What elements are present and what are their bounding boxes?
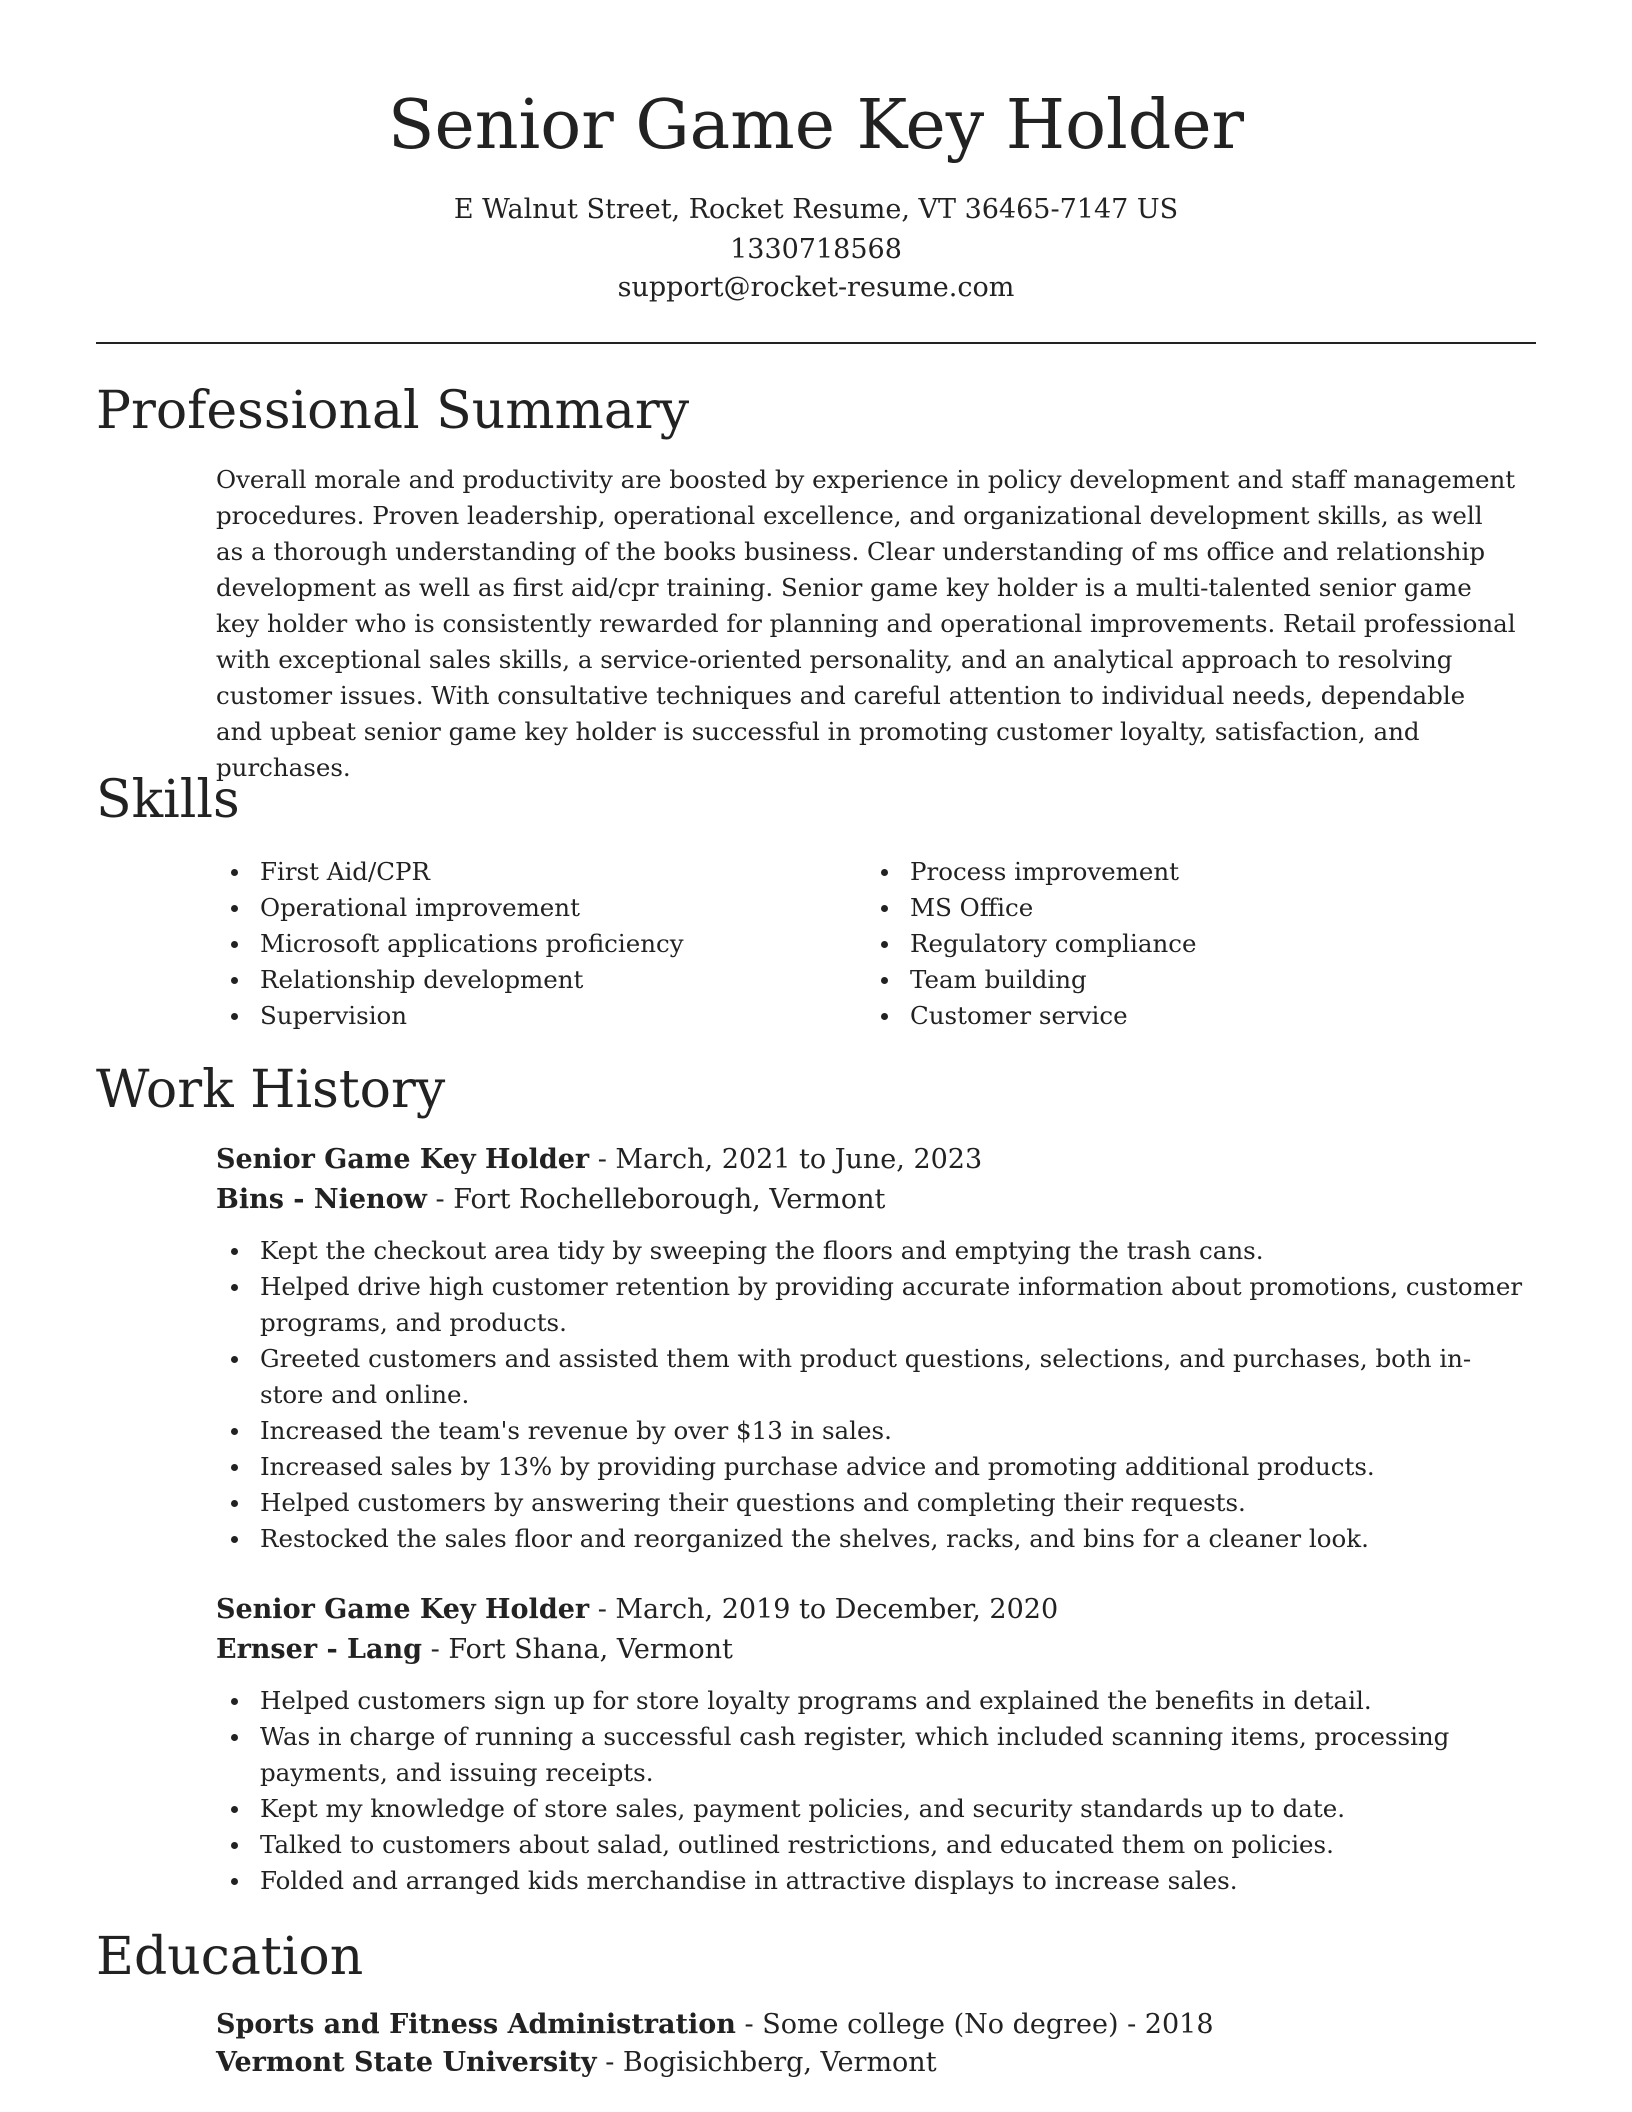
job-duties-list (216, 1683, 1526, 1899)
job-duty: Helped drive high customer retention by providing accurate information about promotions, customer programs, and products. (216, 1269, 1526, 1341)
contact-phone: 1330718568 (730, 234, 902, 265)
education-details: - Some college (No degree) - 2018 (735, 2009, 1214, 2040)
job-dates: - March, 2019 to December, 2020 (589, 1594, 1059, 1625)
education-location: - Bogisichberg, Vermont (596, 2047, 937, 2078)
skill-item: Microsoft applications proficiency (216, 926, 836, 962)
job-duty: Helped customers by answering their questions and completing their requests. (216, 1485, 1526, 1521)
job-company-line (216, 1180, 1516, 1220)
job-company: Bins - Nienow (216, 1184, 427, 1215)
skill-item: Regulatory compliance (866, 926, 1486, 962)
skill-item: Team building (866, 962, 1486, 998)
job-duty: Kept the checkout area tidy by sweeping the floors and emptying the trash cans. (216, 1233, 1526, 1269)
education-heading: Education (96, 1927, 364, 1987)
job-duty: Talked to customers about salad, outlined restrictions, and educated them on policies. (216, 1827, 1526, 1863)
summary-heading: Professional Summary (96, 381, 690, 441)
contact-email: support@rocket-resume.com (617, 272, 1015, 303)
skills-list-left (216, 854, 836, 1034)
job-duty: Kept my knowledge of store sales, payment policies, and security standards up to date. (216, 1791, 1526, 1827)
job-location: - Fort Shana, Vermont (422, 1634, 733, 1665)
job-location: - Fort Rochelleborough, Vermont (426, 1184, 886, 1215)
job-duty: Increased the team's revenue by over $13 in sales. (216, 1413, 1526, 1449)
contact-address: E Walnut Street, Rocket Resume, VT 36465-7147 US (453, 194, 1179, 225)
job-position: Senior Game Key Holder (216, 1594, 590, 1625)
job-position: Senior Game Key Holder (216, 1144, 590, 1175)
skill-item: Process improvement (866, 854, 1486, 890)
job-duty: Greeted customers and assisted them with product questions, selections, and purchases, both in-store and online. (216, 1341, 1526, 1413)
job-duty: Helped customers sign up for store loyalty programs and explained the benefits in detail. (216, 1683, 1526, 1719)
skill-item: Supervision (216, 998, 836, 1034)
header-divider (96, 342, 1536, 344)
skill-item: Relationship development (216, 962, 836, 998)
summary-text: Overall morale and productivity are boosted by experience in policy development and staff management procedures. Proven leadership, operational excellence, and organizational development skills, as well as a thorough understanding of the books business. Clear understanding of ms office and relationship development as well as first aid/cpr training. Senior game key holder is a multi-talented senior game key holder who is consistently rewarded for planning and operational improvements. Retail professional with exceptional sales skills, a service-oriented personality, and an analytical approach to resolving customer issues. With consultative techniques and careful attention to individual needs, dependable and upbeat senior game key holder is successful in promoting customer loyalty, satisfaction, and purchases. (216, 465, 1516, 782)
job-title-line (216, 1140, 1516, 1180)
skill-item: Customer service (866, 998, 1486, 1034)
job-company-line (216, 1630, 1516, 1670)
education-school: Vermont State University (216, 2047, 597, 2078)
education-degree-line (216, 2005, 1516, 2045)
skill-item: First Aid/CPR (216, 854, 836, 890)
resume-name: Senior Game Key Holder (387, 86, 1245, 165)
job-duty: Increased sales by 13% by providing purchase advice and promoting additional products. (216, 1449, 1526, 1485)
job-dates: - March, 2021 to June, 2023 (589, 1144, 983, 1175)
job-title-line (216, 1590, 1516, 1630)
job-company: Ernser - Lang (216, 1634, 423, 1665)
skill-item: MS Office (866, 890, 1486, 926)
job-duty: Folded and arranged kids merchandise in attractive displays to increase sales. (216, 1863, 1526, 1899)
job-duty: Was in charge of running a successful cash register, which included scanning items, processing payments, and issuing receipts. (216, 1719, 1526, 1791)
education-degree: Sports and Fitness Administration (216, 2009, 736, 2040)
education-school-line (216, 2043, 1516, 2083)
skills-heading: Skills (96, 770, 240, 830)
work-history-heading: Work History (96, 1060, 446, 1120)
job-duty: Restocked the sales floor and reorganized the shelves, racks, and bins for a cleaner look. (216, 1521, 1526, 1557)
skills-list-right (866, 854, 1486, 1034)
skill-item: Operational improvement (216, 890, 836, 926)
job-duties-list (216, 1233, 1526, 1557)
